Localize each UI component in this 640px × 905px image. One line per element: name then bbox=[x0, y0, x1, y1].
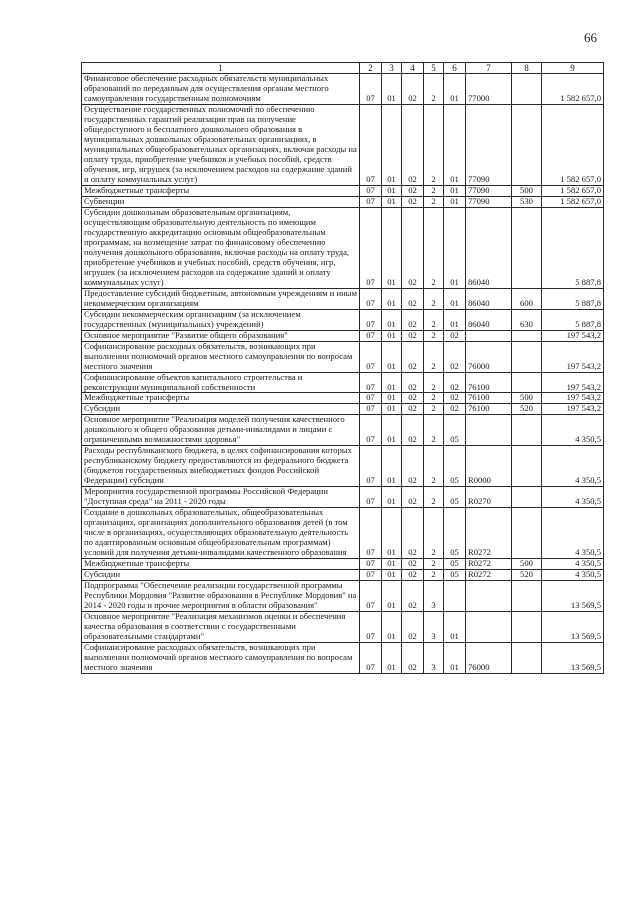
code-event-cell: 05 bbox=[444, 415, 466, 446]
amount-cell: 197 543,2 bbox=[542, 393, 604, 404]
code-section-cell: 07 bbox=[360, 186, 382, 197]
amount-cell: 197 543,2 bbox=[542, 404, 604, 415]
code-target-article-cell bbox=[466, 580, 512, 611]
code-expense-type-cell bbox=[512, 508, 542, 559]
code-subsection-b-cell: 02 bbox=[402, 415, 424, 446]
code-subsection-b-cell: 02 bbox=[402, 611, 424, 642]
code-subsection-b-cell: 02 bbox=[402, 372, 424, 393]
code-target-article-cell: R0272 bbox=[466, 508, 512, 559]
code-expense-type-cell: 500 bbox=[512, 558, 542, 569]
amount-cell: 1 582 657,0 bbox=[542, 186, 604, 197]
code-program-cell: 3 bbox=[424, 611, 444, 642]
code-event-cell: 01 bbox=[444, 288, 466, 309]
row-name-cell: Субсидии дошкольным образовательным организациям, осуществляющим образовательную деятельность по имеющим государственную аккредитацию основным общеобразовательным программам, на возмещение затрат по финансовому обеспечению получения дошкольного образования, включая расходы на оплату труда, приобретение учебников и учебных пособий, средств обучения, игр, игрушек (за исключением расходов на содержание зданий и оплату коммунальных услуг) bbox=[82, 208, 360, 289]
row-name-cell: Предоставление субсидий бюджетным, автономным учреждениям и иным некоммерческим организациям bbox=[82, 288, 360, 309]
code-section-cell: 07 bbox=[360, 288, 382, 309]
table-row bbox=[82, 105, 604, 186]
code-target-article-cell: 76100 bbox=[466, 393, 512, 404]
row-name-cell: Субвенции bbox=[82, 197, 360, 208]
amount-cell: 1 582 657,0 bbox=[542, 105, 604, 186]
code-expense-type-cell: 530 bbox=[512, 197, 542, 208]
code-expense-type-cell bbox=[512, 611, 542, 642]
code-event-cell: 05 bbox=[444, 508, 466, 559]
code-program-cell: 3 bbox=[424, 580, 444, 611]
code-target-article-cell: 77000 bbox=[466, 74, 512, 105]
code-section-cell: 07 bbox=[360, 446, 382, 487]
code-target-article-cell bbox=[466, 611, 512, 642]
code-subsection-b-cell: 02 bbox=[402, 487, 424, 508]
header-cell: 9 bbox=[542, 63, 604, 74]
code-subsection-b-cell: 02 bbox=[402, 569, 424, 580]
code-target-article-cell: 77090 bbox=[466, 197, 512, 208]
code-subsection-b-cell: 02 bbox=[402, 186, 424, 197]
header-row bbox=[82, 63, 604, 74]
code-subsection-b-cell: 02 bbox=[402, 446, 424, 487]
code-event-cell bbox=[444, 580, 466, 611]
code-section-cell: 07 bbox=[360, 580, 382, 611]
code-section-cell: 07 bbox=[360, 508, 382, 559]
table-row bbox=[82, 288, 604, 309]
code-event-cell: 01 bbox=[444, 74, 466, 105]
table-row bbox=[82, 508, 604, 559]
code-subsection-b-cell: 02 bbox=[402, 288, 424, 309]
amount-cell: 13 569,5 bbox=[542, 580, 604, 611]
code-program-cell: 2 bbox=[424, 186, 444, 197]
code-subsection-b-cell: 02 bbox=[402, 508, 424, 559]
amount-cell: 197 543,2 bbox=[542, 341, 604, 372]
code-expense-type-cell bbox=[512, 341, 542, 372]
header-cell: 2 bbox=[360, 63, 382, 74]
code-program-cell: 2 bbox=[424, 393, 444, 404]
code-target-article-cell: R0000 bbox=[466, 446, 512, 487]
row-name-cell: Осуществление государственных полномочий по обеспечению государственных гарантий реализации прав на получение общедоступного и бесплатного дошкольного образования в муниципальных дошкольных образовательных организациях, в муниципальных общеобразовательных организациях, включая расходы на оплату труда, приобретение учебников и учебных пособий, средств обучения, игр, игрушек (за исключением расходов на содержание зданий и оплату коммунальных услуг) bbox=[82, 105, 360, 186]
header-cell: 7 bbox=[466, 63, 512, 74]
code-target-article-cell: 77090 bbox=[466, 105, 512, 186]
header-cell: 6 bbox=[444, 63, 466, 74]
code-subsection-b-cell: 02 bbox=[402, 208, 424, 289]
code-event-cell: 02 bbox=[444, 372, 466, 393]
code-program-cell: 2 bbox=[424, 508, 444, 559]
row-name-cell: Основное мероприятие "Реализация моделей получения качественного дошкольного и общего образования детьми-инвалидами и лицами с ограниченными возможностями здоровья" bbox=[82, 415, 360, 446]
code-subsection-a-cell: 01 bbox=[382, 309, 402, 330]
code-program-cell: 3 bbox=[424, 642, 444, 673]
amount-cell: 197 543,2 bbox=[542, 330, 604, 341]
code-section-cell: 07 bbox=[360, 197, 382, 208]
row-name-cell: Расходы республиканского бюджета, в целях софинансирования которых республиканскому бюджету предоставляются из федерального бюджета (бюджетов государственных внебюджетных фондов Российской Федерации) субсидии bbox=[82, 446, 360, 487]
table-row bbox=[82, 372, 604, 393]
code-target-article-cell: R0270 bbox=[466, 487, 512, 508]
table-row bbox=[82, 611, 604, 642]
code-subsection-b-cell: 02 bbox=[402, 197, 424, 208]
code-expense-type-cell: 630 bbox=[512, 309, 542, 330]
code-section-cell: 07 bbox=[360, 208, 382, 289]
code-subsection-a-cell: 01 bbox=[382, 446, 402, 487]
code-program-cell: 2 bbox=[424, 446, 444, 487]
code-subsection-a-cell: 01 bbox=[382, 580, 402, 611]
code-section-cell: 07 bbox=[360, 404, 382, 415]
table-row bbox=[82, 487, 604, 508]
row-name-cell: Основное мероприятие "Реализация механизмов оценки и обеспечения качества образования в соответствии с государственными образовательными стандартами" bbox=[82, 611, 360, 642]
code-expense-type-cell bbox=[512, 208, 542, 289]
code-subsection-b-cell: 02 bbox=[402, 404, 424, 415]
row-name-cell: Межбюджетные трансферты bbox=[82, 393, 360, 404]
code-expense-type-cell: 520 bbox=[512, 404, 542, 415]
code-section-cell: 07 bbox=[360, 341, 382, 372]
code-target-article-cell: 86040 bbox=[466, 208, 512, 289]
amount-cell: 197 543,2 bbox=[542, 372, 604, 393]
code-expense-type-cell: 600 bbox=[512, 288, 542, 309]
code-subsection-a-cell: 01 bbox=[382, 415, 402, 446]
code-expense-type-cell bbox=[512, 487, 542, 508]
code-event-cell: 01 bbox=[444, 642, 466, 673]
code-target-article-cell: 76100 bbox=[466, 372, 512, 393]
row-name-cell: Субсидии bbox=[82, 404, 360, 415]
code-subsection-a-cell: 01 bbox=[382, 186, 402, 197]
amount-cell: 4 350,5 bbox=[542, 569, 604, 580]
code-subsection-b-cell: 02 bbox=[402, 330, 424, 341]
row-name-cell: Субсидии некоммерческим организациям (за исключением государственных (муниципальных) учреждений) bbox=[82, 309, 360, 330]
code-target-article-cell: 76100 bbox=[466, 404, 512, 415]
amount-cell: 13 569,5 bbox=[542, 642, 604, 673]
code-subsection-b-cell: 02 bbox=[402, 642, 424, 673]
row-name-cell: Межбюджетные трансферты bbox=[82, 186, 360, 197]
code-event-cell: 05 bbox=[444, 558, 466, 569]
code-target-article-cell bbox=[466, 330, 512, 341]
table-row bbox=[82, 309, 604, 330]
code-program-cell: 2 bbox=[424, 558, 444, 569]
amount-cell: 5 887,8 bbox=[542, 288, 604, 309]
code-section-cell: 07 bbox=[360, 415, 382, 446]
code-subsection-b-cell: 02 bbox=[402, 558, 424, 569]
code-expense-type-cell bbox=[512, 372, 542, 393]
row-name-cell: Софинансирование расходных обязательств, возникающих при выполнении полномочий органов местного самоуправления по вопросам местного значения bbox=[82, 341, 360, 372]
code-target-article-cell: R0272 bbox=[466, 569, 512, 580]
row-name-cell: Финансовое обеспечение расходных обязательств муниципальных образований по переданным для осуществления органам местного самоуправления государственным полномочиям bbox=[82, 74, 360, 105]
code-target-article-cell: 76000 bbox=[466, 341, 512, 372]
header-cell: 8 bbox=[512, 63, 542, 74]
code-event-cell: 01 bbox=[444, 186, 466, 197]
code-section-cell: 07 bbox=[360, 393, 382, 404]
code-target-article-cell: 77090 bbox=[466, 186, 512, 197]
code-expense-type-cell bbox=[512, 415, 542, 446]
table-row bbox=[82, 404, 604, 415]
code-expense-type-cell: 500 bbox=[512, 186, 542, 197]
code-subsection-a-cell: 01 bbox=[382, 208, 402, 289]
code-program-cell: 2 bbox=[424, 415, 444, 446]
table-row bbox=[82, 186, 604, 197]
code-program-cell: 2 bbox=[424, 330, 444, 341]
table-row bbox=[82, 393, 604, 404]
amount-cell: 13 569,5 bbox=[542, 611, 604, 642]
code-expense-type-cell bbox=[512, 446, 542, 487]
code-program-cell: 2 bbox=[424, 288, 444, 309]
code-subsection-a-cell: 01 bbox=[382, 105, 402, 186]
code-program-cell: 2 bbox=[424, 372, 444, 393]
code-program-cell: 2 bbox=[424, 309, 444, 330]
code-section-cell: 07 bbox=[360, 74, 382, 105]
code-subsection-b-cell: 02 bbox=[402, 74, 424, 105]
code-subsection-a-cell: 01 bbox=[382, 330, 402, 341]
table-row bbox=[82, 341, 604, 372]
code-section-cell: 07 bbox=[360, 372, 382, 393]
code-event-cell: 05 bbox=[444, 487, 466, 508]
code-section-cell: 07 bbox=[360, 611, 382, 642]
row-name-cell: Основное мероприятие "Развитие общего образования" bbox=[82, 330, 360, 341]
amount-cell: 1 582 657,0 bbox=[542, 74, 604, 105]
table-row bbox=[82, 558, 604, 569]
code-subsection-a-cell: 01 bbox=[382, 642, 402, 673]
header-cell: 5 bbox=[424, 63, 444, 74]
amount-cell: 4 350,5 bbox=[542, 446, 604, 487]
page-number: 66 bbox=[584, 30, 597, 45]
code-program-cell: 2 bbox=[424, 74, 444, 105]
code-subsection-a-cell: 01 bbox=[382, 569, 402, 580]
header-cell: 3 bbox=[382, 63, 402, 74]
code-event-cell: 01 bbox=[444, 208, 466, 289]
code-subsection-a-cell: 01 bbox=[382, 288, 402, 309]
code-event-cell: 05 bbox=[444, 446, 466, 487]
code-section-cell: 07 bbox=[360, 558, 382, 569]
budget-table bbox=[81, 62, 604, 674]
row-name-cell: Межбюджетные трансферты bbox=[82, 558, 360, 569]
amount-cell: 5 887,8 bbox=[542, 309, 604, 330]
amount-cell: 4 350,5 bbox=[542, 487, 604, 508]
amount-cell: 4 350,5 bbox=[542, 558, 604, 569]
code-program-cell: 2 bbox=[424, 404, 444, 415]
code-expense-type-cell bbox=[512, 642, 542, 673]
amount-cell: 4 350,5 bbox=[542, 415, 604, 446]
code-subsection-a-cell: 01 bbox=[382, 404, 402, 415]
code-section-cell: 07 bbox=[360, 487, 382, 508]
amount-cell: 4 350,5 bbox=[542, 508, 604, 559]
row-name-cell: Создание в дошкольных образовательных, общеобразовательных организациях, организациях дополнительного образования детей (в том числе в организациях, осуществляющих образовательную деятельность по адаптированным основным общеобразовательным программам) условий для получения детьми-инвалидами качественного образования bbox=[82, 508, 360, 559]
code-target-article-cell bbox=[466, 415, 512, 446]
code-expense-type-cell bbox=[512, 580, 542, 611]
code-section-cell: 07 bbox=[360, 642, 382, 673]
code-target-article-cell: 86040 bbox=[466, 288, 512, 309]
code-expense-type-cell bbox=[512, 330, 542, 341]
code-expense-type-cell bbox=[512, 105, 542, 186]
code-section-cell: 07 bbox=[360, 569, 382, 580]
code-expense-type-cell: 500 bbox=[512, 393, 542, 404]
code-subsection-b-cell: 02 bbox=[402, 105, 424, 186]
table-row bbox=[82, 415, 604, 446]
header-cell: 1 bbox=[82, 63, 360, 74]
code-program-cell: 2 bbox=[424, 341, 444, 372]
code-expense-type-cell: 520 bbox=[512, 569, 542, 580]
code-program-cell: 2 bbox=[424, 569, 444, 580]
code-event-cell: 01 bbox=[444, 105, 466, 186]
code-subsection-a-cell: 01 bbox=[382, 487, 402, 508]
code-event-cell: 02 bbox=[444, 393, 466, 404]
table-row bbox=[82, 74, 604, 105]
table-row bbox=[82, 330, 604, 341]
code-event-cell: 01 bbox=[444, 197, 466, 208]
code-subsection-a-cell: 01 bbox=[382, 372, 402, 393]
code-event-cell: 05 bbox=[444, 569, 466, 580]
code-section-cell: 07 bbox=[360, 309, 382, 330]
code-subsection-b-cell: 02 bbox=[402, 341, 424, 372]
code-program-cell: 2 bbox=[424, 208, 444, 289]
row-name-cell: Субсидии bbox=[82, 569, 360, 580]
row-name-cell: Подпрограмма "Обеспечение реализации государственной программы Республики Мордовия "Развитие образования в Республике Мордовия" на 2014 - 2020 годы и прочие мероприятия в области образования" bbox=[82, 580, 360, 611]
code-program-cell: 2 bbox=[424, 487, 444, 508]
code-event-cell: 02 bbox=[444, 404, 466, 415]
table-body bbox=[82, 74, 604, 673]
table-row bbox=[82, 208, 604, 289]
code-event-cell: 02 bbox=[444, 341, 466, 372]
code-subsection-a-cell: 01 bbox=[382, 197, 402, 208]
table-row bbox=[82, 446, 604, 487]
code-subsection-a-cell: 01 bbox=[382, 341, 402, 372]
code-program-cell: 2 bbox=[424, 105, 444, 186]
code-subsection-a-cell: 01 bbox=[382, 558, 402, 569]
table-row bbox=[82, 569, 604, 580]
code-subsection-b-cell: 02 bbox=[402, 309, 424, 330]
code-target-article-cell: R0272 bbox=[466, 558, 512, 569]
row-name-cell: Софинансирование объектов капитального строительства и реконструкции муниципальной собственности bbox=[82, 372, 360, 393]
code-subsection-a-cell: 01 bbox=[382, 393, 402, 404]
row-name-cell: Мероприятия государственной программы Российской Федерации "Доступная среда" на 2011 - 2020 годы bbox=[82, 487, 360, 508]
code-section-cell: 07 bbox=[360, 330, 382, 341]
code-event-cell: 02 bbox=[444, 330, 466, 341]
amount-cell: 1 582 657,0 bbox=[542, 197, 604, 208]
row-name-cell: Софинансирование расходных обязательств, возникающих при выполнении полномочий органов местного самоуправления по вопросам местного значения bbox=[82, 642, 360, 673]
code-target-article-cell: 86040 bbox=[466, 309, 512, 330]
code-subsection-a-cell: 01 bbox=[382, 611, 402, 642]
code-subsection-b-cell: 02 bbox=[402, 393, 424, 404]
code-subsection-a-cell: 01 bbox=[382, 74, 402, 105]
code-target-article-cell: 76000 bbox=[466, 642, 512, 673]
table-row bbox=[82, 642, 604, 673]
code-subsection-a-cell: 01 bbox=[382, 508, 402, 559]
code-section-cell: 07 bbox=[360, 105, 382, 186]
code-event-cell: 01 bbox=[444, 611, 466, 642]
code-expense-type-cell bbox=[512, 74, 542, 105]
amount-cell: 5 887,8 bbox=[542, 208, 604, 289]
table-row bbox=[82, 580, 604, 611]
code-event-cell: 01 bbox=[444, 309, 466, 330]
code-subsection-b-cell: 02 bbox=[402, 580, 424, 611]
code-program-cell: 2 bbox=[424, 197, 444, 208]
table-row bbox=[82, 197, 604, 208]
header-cell: 4 bbox=[402, 63, 424, 74]
